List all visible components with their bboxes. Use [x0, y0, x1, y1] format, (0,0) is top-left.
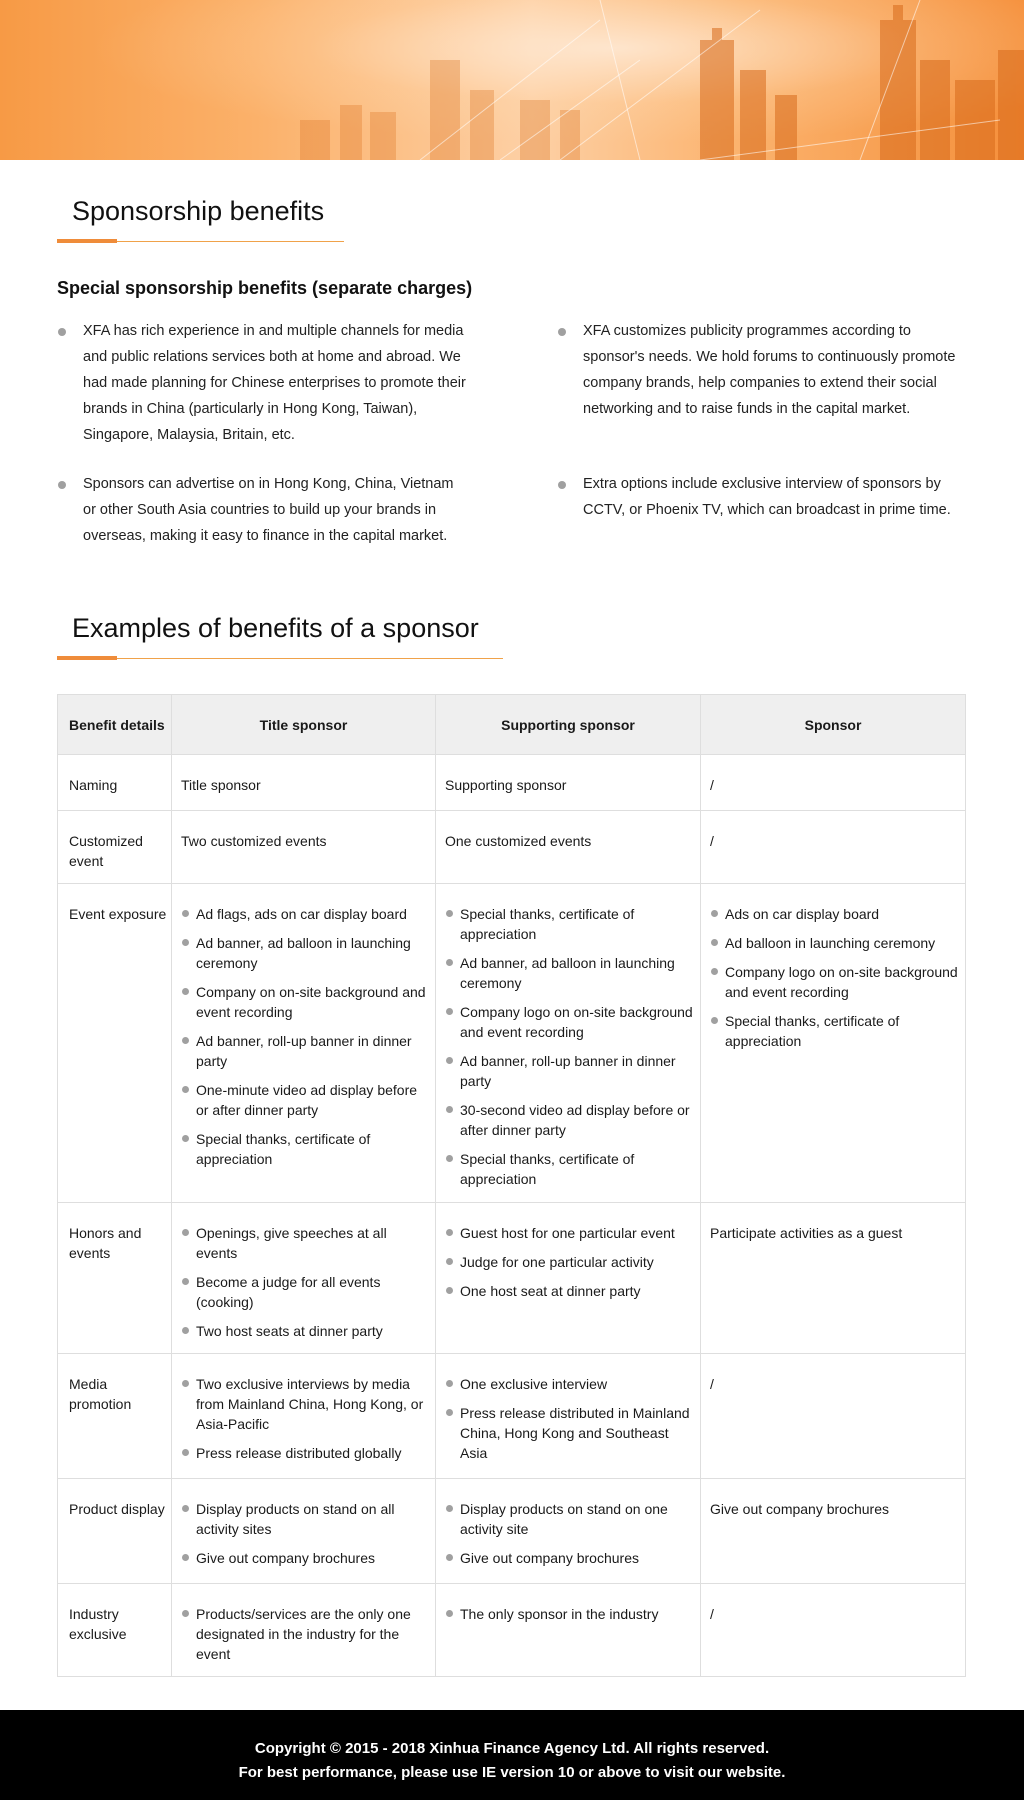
bullet-dot	[711, 910, 718, 917]
bullet-dot	[182, 1327, 189, 1334]
bullet-dot	[182, 1610, 189, 1617]
cell-sponsor	[701, 1354, 966, 1479]
list-item	[181, 1080, 431, 1120]
list-item	[181, 1604, 431, 1664]
list-item-text: Special thanks, certificate of appreciation	[196, 1131, 371, 1167]
bullet-dot	[446, 1380, 453, 1387]
cell-text: Two customized events	[181, 833, 327, 849]
header-title-sponsor: Title sponsor	[172, 695, 436, 755]
cell-text: /	[710, 1376, 714, 1392]
list-item	[181, 982, 431, 1022]
bullet-dot	[182, 1135, 189, 1142]
table-row	[58, 755, 966, 811]
list-item-text: The only sponsor in the industry	[460, 1606, 659, 1622]
list-item-text: Press release distributed globally	[196, 1445, 402, 1461]
list-item-text: Ad flags, ads on car display board	[196, 906, 407, 922]
list-item	[181, 1374, 431, 1434]
bullet-dot	[558, 328, 566, 336]
cell-text: One customized events	[445, 833, 592, 849]
list-item	[445, 1223, 696, 1243]
banner-image	[0, 0, 1024, 160]
list-item-text: Press release distributed in Mainland China, Hong Kong and Southeast Asia	[460, 1405, 690, 1461]
cell-sponsor	[701, 811, 966, 884]
table-row	[58, 811, 966, 884]
header-supporting-sponsor: Supporting sponsor	[436, 695, 701, 755]
list-item-text: One-minute video ad display before or after dinner party	[196, 1082, 418, 1118]
bullet-dot	[446, 1229, 453, 1236]
benefit-bullet-2	[557, 318, 967, 422]
list-item	[181, 1272, 431, 1312]
cell-bullet-list	[445, 1499, 696, 1568]
benefits-table	[57, 694, 966, 1677]
bullet-dot	[446, 910, 453, 917]
bullet-dot	[446, 1155, 453, 1162]
list-item-text: Judge for one particular activity	[460, 1254, 654, 1270]
list-item-text: Two exclusive interviews by media from Mainland China, Hong Kong, or Asia-Pacific	[196, 1376, 424, 1432]
list-item-text: Ads on car display board	[725, 906, 880, 922]
list-item-text: Display products on stand on one activity site	[460, 1501, 668, 1537]
underline-accent	[57, 239, 117, 243]
bullet-dot	[182, 988, 189, 995]
bullet-dot	[446, 959, 453, 966]
bullet-dot	[58, 481, 66, 489]
list-item	[181, 1223, 431, 1263]
bullet-dot	[182, 1037, 189, 1044]
sponsorship-benefits-underline	[57, 241, 344, 242]
list-item-text: Company on on-site background and event recording	[196, 984, 426, 1020]
cell-bullet-list	[181, 1374, 431, 1463]
bullet-dot	[446, 1505, 453, 1512]
list-item-text: 30-second video ad display before or after dinner party	[460, 1102, 690, 1138]
list-item-text: Ad banner, roll-up banner in dinner party	[196, 1033, 412, 1069]
cell-text: Supporting sponsor	[445, 777, 567, 793]
table-header-row	[58, 695, 966, 755]
list-item-text: Openings, give speeches at all events	[196, 1225, 387, 1261]
list-item	[710, 904, 961, 924]
benefit-text-4: Extra options include exclusive interview of sponsors by CCTV, or Phoenix TV, which can broadcast in prime time.	[583, 476, 951, 518]
cell-text: Title sponsor	[181, 777, 261, 793]
benefit-text-3: Sponsors can advertise on in Hong Kong, China, Vietnam or other South Asia countries to build up your brands in overseas, making it easy to finance in the capital market.	[83, 476, 454, 544]
cell-supporting	[436, 1203, 701, 1354]
header-sponsor: Sponsor	[701, 695, 966, 755]
table-row	[58, 1203, 966, 1354]
list-item-text: Special thanks, certificate of appreciation	[725, 1013, 900, 1049]
list-item	[710, 1011, 961, 1051]
list-item-text: Company logo on on-site background and event recording	[460, 1004, 693, 1040]
benefit-text-1: XFA has rich experience in and multiple channels for media and public relations services both at home and abroad. We had made planning for Chinese enterprises to promote their brands in China (particularly in Hong Kong, Taiwan), Singapore, Malaysia, Britain, etc.	[83, 323, 466, 443]
bullet-dot	[711, 939, 718, 946]
cell-sponsor	[701, 755, 966, 811]
footer-browser-note: For best performance, please use IE version 10 or above to visit our website.	[238, 1764, 786, 1781]
special-benefits-subtitle: Special sponsorship benefits (separate charges)	[57, 278, 473, 298]
cell-bullet-list	[181, 1604, 431, 1664]
bullet-dot	[58, 328, 66, 336]
bullet-dot	[711, 968, 718, 975]
list-item-text: Ad balloon in launching ceremony	[725, 935, 936, 951]
list-item-text: Company logo on on-site background and event recording	[725, 964, 958, 1000]
bullet-dot	[182, 1505, 189, 1512]
bullet-dot	[182, 1278, 189, 1285]
table-row	[58, 884, 966, 1203]
cell-title	[172, 1584, 436, 1677]
row-label: Naming	[58, 755, 172, 811]
cell-title	[172, 1479, 436, 1584]
list-item-text: Display products on stand on all activity sites	[196, 1501, 395, 1537]
cell-text: /	[710, 833, 714, 849]
underline-accent	[57, 656, 117, 660]
list-item-text: Become a judge for all events (cooking)	[196, 1274, 381, 1310]
cell-bullet-list	[445, 1604, 696, 1624]
footer-copyright: Copyright © 2015 - 2018 Xinhua Finance Agency Ltd. All rights reserved.	[254, 1740, 770, 1757]
list-item	[445, 1100, 696, 1140]
table-body	[58, 755, 966, 1677]
list-item-text: One host seat at dinner party	[460, 1283, 641, 1299]
list-item	[445, 1604, 696, 1624]
bullet-dot	[446, 1057, 453, 1064]
row-label: Product display	[58, 1479, 172, 1584]
bullet-dot	[182, 1086, 189, 1093]
table-row	[58, 1479, 966, 1584]
list-item-text: Give out company brochures	[196, 1550, 375, 1566]
bullet-dot	[446, 1287, 453, 1294]
list-item	[445, 1374, 696, 1394]
bullet-dot	[182, 1380, 189, 1387]
cell-bullet-list	[445, 1223, 696, 1301]
cell-supporting	[436, 884, 701, 1203]
list-item	[181, 1499, 431, 1539]
benefit-text-2: XFA customizes publicity programmes according to sponsor's needs. We hold forums to continuously promote company brands, help companies to extend their social networking and to raise funds in the capital market.	[583, 323, 956, 417]
cell-bullet-list	[181, 904, 431, 1169]
cell-title	[172, 811, 436, 884]
cell-sponsor	[701, 1203, 966, 1354]
list-item-text: Ad banner, ad balloon in launching ceremony	[460, 955, 675, 991]
benefit-bullet-3	[57, 471, 467, 549]
list-item	[181, 1548, 431, 1568]
cell-sponsor	[701, 1479, 966, 1584]
list-item-text: Guest host for one particular event	[460, 1225, 675, 1241]
cell-bullet-list	[710, 904, 961, 1051]
cell-text: /	[710, 777, 714, 793]
bullet-dot	[182, 1229, 189, 1236]
list-item-text: Give out company brochures	[460, 1550, 639, 1566]
row-label: Industry exclusive	[58, 1584, 172, 1677]
cell-supporting	[436, 1479, 701, 1584]
cell-title	[172, 1354, 436, 1479]
list-item	[181, 1031, 431, 1071]
list-item-text: Ad banner, ad balloon in launching ceremony	[196, 935, 411, 971]
cell-supporting	[436, 1354, 701, 1479]
list-item	[445, 1499, 696, 1539]
cell-sponsor	[701, 1584, 966, 1677]
list-item	[445, 1002, 696, 1042]
examples-title: Examples of benefits of a sponsor	[72, 613, 479, 643]
list-item	[710, 962, 961, 1002]
cell-text: /	[710, 1606, 714, 1622]
list-item	[181, 1321, 431, 1341]
row-label: Media promotion	[58, 1354, 172, 1479]
sponsorship-benefits-title: Sponsorship benefits	[72, 196, 325, 226]
list-item-text: Two host seats at dinner party	[196, 1323, 383, 1339]
bullet-dot	[182, 910, 189, 917]
list-item-text: Ad banner, roll-up banner in dinner party	[460, 1053, 676, 1089]
bullet-dot	[446, 1554, 453, 1561]
list-item	[445, 1051, 696, 1091]
list-item-text: Special thanks, certificate of appreciation	[460, 906, 635, 942]
list-item-text: One exclusive interview	[460, 1376, 608, 1392]
cell-supporting	[436, 755, 701, 811]
table-row	[58, 1584, 966, 1677]
list-item	[445, 1252, 696, 1272]
cell-bullet-list	[181, 1499, 431, 1568]
bullet-dot	[446, 1008, 453, 1015]
list-item	[181, 1129, 431, 1169]
list-item	[445, 953, 696, 993]
bullet-dot	[446, 1409, 453, 1416]
list-item	[445, 1281, 696, 1301]
bullet-dot	[182, 1554, 189, 1561]
list-item	[181, 1443, 431, 1463]
cell-bullet-list	[445, 1374, 696, 1463]
benefit-bullet-1	[57, 318, 467, 448]
bullet-dot	[182, 1449, 189, 1456]
cell-supporting	[436, 1584, 701, 1677]
footer	[0, 1710, 1024, 1800]
cell-title	[172, 884, 436, 1203]
bullet-dot	[446, 1610, 453, 1617]
cell-text: Give out company brochures	[710, 1501, 889, 1517]
cell-text: Participate activities as a guest	[710, 1225, 903, 1241]
bullet-dot	[446, 1106, 453, 1113]
cell-supporting	[436, 811, 701, 884]
cell-bullet-list	[445, 904, 696, 1189]
list-item-text: Products/services are the only one designated in the industry for the event	[196, 1606, 411, 1662]
row-label: Customized event	[58, 811, 172, 884]
city-skyline-graphic	[0, 0, 1024, 160]
table-row	[58, 1354, 966, 1479]
cell-bullet-list	[181, 1223, 431, 1341]
cell-title	[172, 755, 436, 811]
list-item	[445, 1548, 696, 1568]
list-item	[181, 933, 431, 973]
bullet-dot	[558, 481, 566, 489]
bullet-dot	[182, 939, 189, 946]
list-item-text: Special thanks, certificate of appreciation	[460, 1151, 635, 1187]
row-label: Event exposure	[58, 884, 172, 1203]
cell-title	[172, 1203, 436, 1354]
list-item	[445, 1149, 696, 1189]
list-item	[445, 1403, 696, 1463]
list-item	[445, 904, 696, 944]
cell-sponsor	[701, 884, 966, 1203]
bullet-dot	[446, 1258, 453, 1265]
list-item	[181, 904, 431, 924]
header-benefit-details: Benefit details	[58, 695, 172, 755]
examples-underline	[57, 658, 503, 659]
benefit-bullet-4	[557, 471, 967, 523]
list-item	[710, 933, 961, 953]
row-label: Honors and events	[58, 1203, 172, 1354]
bullet-dot	[711, 1017, 718, 1024]
